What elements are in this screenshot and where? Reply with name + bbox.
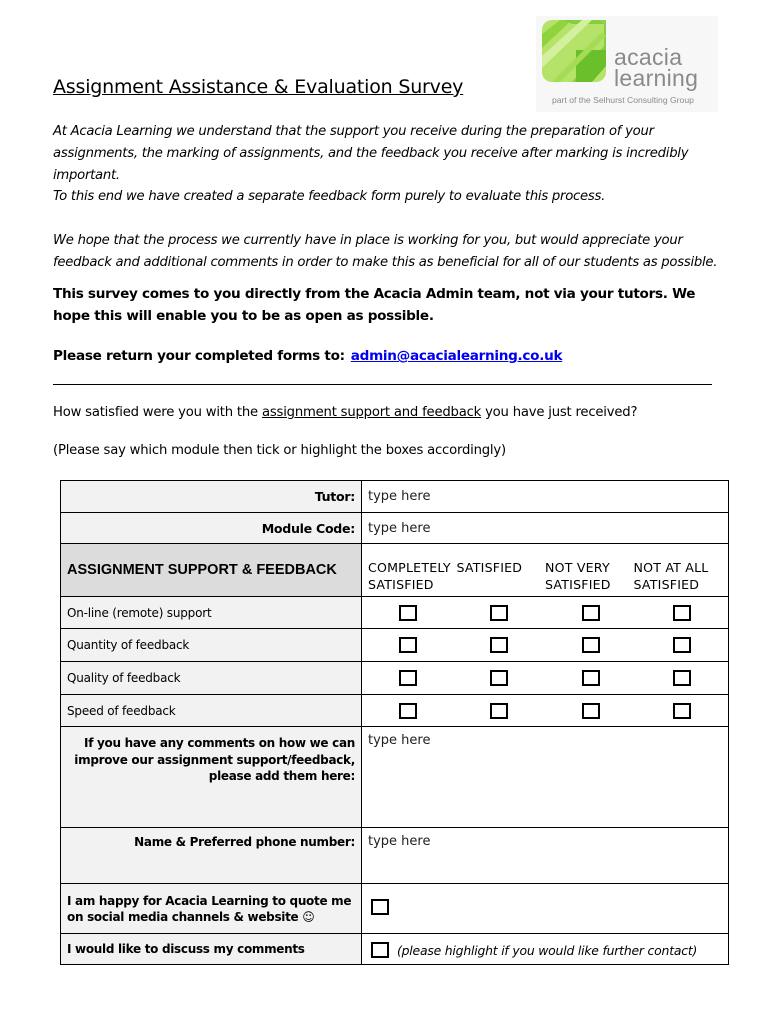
rating-cells xyxy=(362,695,729,727)
module-code-label: Module Code: xyxy=(61,513,362,544)
section-header-row xyxy=(61,544,729,597)
checkbox-speed-not-very[interactable] xyxy=(582,703,600,719)
rating-cells xyxy=(362,597,729,629)
question-suffix: you have just received? xyxy=(481,405,638,420)
checkbox-quality-completely[interactable] xyxy=(399,670,417,686)
name-phone-field[interactable]: type here xyxy=(362,828,729,884)
checkbox-speed-completely[interactable] xyxy=(399,703,417,719)
module-code-field[interactable]: type here xyxy=(362,513,729,544)
quote-consent-row xyxy=(61,884,729,934)
return-line xyxy=(53,345,733,367)
comments-row xyxy=(61,727,729,828)
checkbox-quality-not-very[interactable] xyxy=(582,670,600,686)
discuss-note: (please highlight if you would like further contact) xyxy=(397,942,698,958)
intro-paragraph-3: We hope that the process we currently have in place is working for you, but would appreciate your feedback and additional comments in order to make this as beneficial for all of our students as possible. xyxy=(53,233,718,270)
logo-word-learning: learning xyxy=(614,65,699,91)
checkbox-online-satisfied[interactable] xyxy=(490,605,508,621)
checkbox-quantity-not-very[interactable] xyxy=(582,637,600,653)
evaluation-form-table xyxy=(60,480,729,965)
column-not-very-satisfied: NOT VERY SATISFIED xyxy=(545,560,611,592)
acacia-logo xyxy=(536,16,718,112)
checkbox-online-completely[interactable] xyxy=(399,605,417,621)
name-phone-row xyxy=(61,828,729,884)
checkbox-quantity-completely[interactable] xyxy=(399,637,417,653)
comments-field[interactable]: type here xyxy=(362,727,729,828)
column-completely-satisfied: COMPLETELY SATISFIED xyxy=(368,560,451,592)
admin-email-link[interactable]: admin@acacialearning.co.uk xyxy=(350,348,563,364)
question-prefix: How satisfied were you with the xyxy=(53,405,262,420)
return-label: Please return your completed forms to: xyxy=(53,348,345,364)
tutor-label: Tutor: xyxy=(61,481,362,513)
rating-column-headers xyxy=(362,544,729,597)
divider xyxy=(53,384,712,385)
row-label-quality: Quality of feedback xyxy=(61,662,362,695)
notice-paragraph: This survey comes to you directly from the Acacia Admin team, not via your tutors. We hope this will enable you to be as open as possible. xyxy=(53,286,696,324)
quote-consent-cell xyxy=(362,884,729,934)
checkbox-quality-not-at-all[interactable] xyxy=(673,670,691,686)
row-label-online-support: On-line (remote) support xyxy=(61,597,362,629)
rating-row-speed xyxy=(61,695,729,727)
logo-tagline: part of the Selhurst Consulting Group xyxy=(552,95,694,105)
comments-label: If you have any comments on how we can improve our assignment support/feedback, please add them here: xyxy=(61,727,362,828)
name-phone-label: Name & Preferred phone number: xyxy=(61,828,362,884)
page-title: Assignment Assistance & Evaluation Survey xyxy=(53,76,464,98)
column-not-at-all-satisfied: NOT AT ALL SATISFIED xyxy=(633,560,709,592)
section-heading: ASSIGNMENT SUPPORT & FEEDBACK xyxy=(61,544,362,597)
checkbox-quote-consent[interactable] xyxy=(371,899,389,915)
question-underlined: assignment support and feedback xyxy=(261,405,482,420)
intro-paragraph-2: To this end we have created a separate feedback form purely to evaluate this process. xyxy=(53,189,606,204)
satisfaction-question xyxy=(53,405,637,420)
rating-cells xyxy=(362,662,729,695)
discuss-cell xyxy=(362,934,729,965)
instruction-text: (Please say which module then tick or highlight the boxes accordingly) xyxy=(53,443,506,458)
rating-cells xyxy=(362,629,729,662)
rating-row-quality xyxy=(61,662,729,695)
tutor-row xyxy=(61,481,729,513)
row-label-quantity: Quantity of feedback xyxy=(61,629,362,662)
checkbox-speed-satisfied[interactable] xyxy=(490,703,508,719)
intro-paragraph-1: At Acacia Learning we understand that the support you receive during the preparation of your assignments, the marking of assignments, and the feedback you receive after marking is incredibly important. xyxy=(53,124,689,183)
tutor-field[interactable]: type here xyxy=(362,481,729,513)
discuss-label: I would like to discuss my comments xyxy=(61,934,362,965)
checkbox-speed-not-at-all[interactable] xyxy=(673,703,691,719)
checkbox-quantity-satisfied[interactable] xyxy=(490,637,508,653)
checkbox-quality-satisfied[interactable] xyxy=(490,670,508,686)
rating-row-online-support xyxy=(61,597,729,629)
rating-row-quantity xyxy=(61,629,729,662)
quote-consent-label: I am happy for Acacia Learning to quote me on social media channels & website ☺ xyxy=(61,884,362,934)
acacia-leaf-icon xyxy=(542,20,606,82)
checkbox-online-not-at-all[interactable] xyxy=(673,605,691,621)
checkbox-discuss[interactable] xyxy=(371,942,389,958)
checkbox-online-not-very[interactable] xyxy=(582,605,600,621)
column-satisfied: SATISFIED xyxy=(456,560,523,575)
checkbox-quantity-not-at-all[interactable] xyxy=(673,637,691,653)
discuss-row xyxy=(61,934,729,965)
row-label-speed: Speed of feedback xyxy=(61,695,362,727)
module-row xyxy=(61,513,729,544)
logo-word-acacia: acacia xyxy=(614,44,683,70)
